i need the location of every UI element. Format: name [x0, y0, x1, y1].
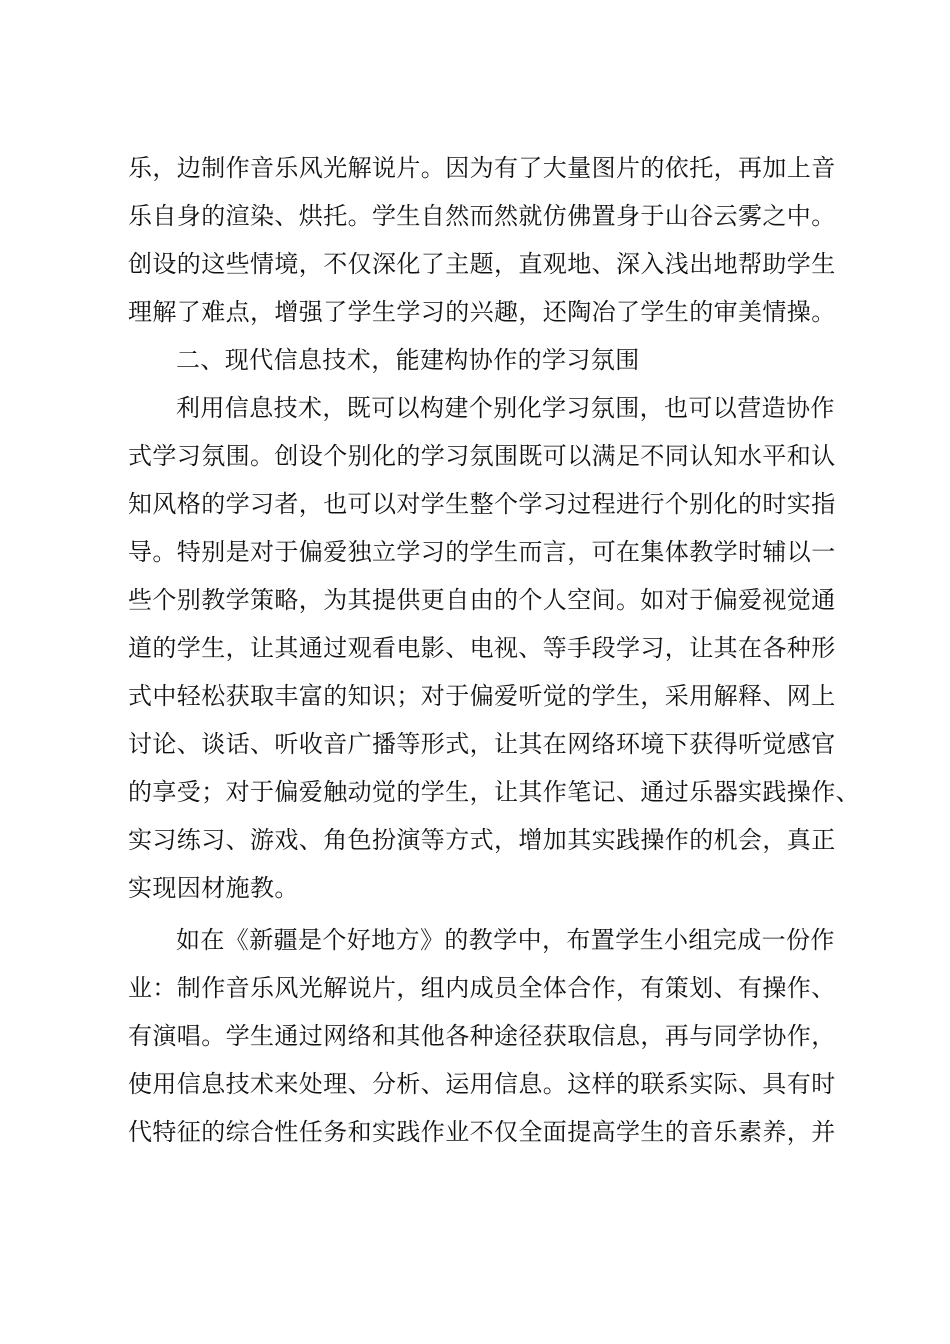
text-line: 实习练习、游戏、角色扮演等方式，增加其实践操作的机会，真正: [128, 826, 836, 854]
text-line: 业：制作音乐风光解说片，组内成员全体合作，有策划、有操作、: [128, 974, 836, 1002]
text-line: 有演唱。学生通过网络和其他各种途径获取信息，再与同学协作，: [128, 1022, 836, 1050]
text-line: 理解了难点，增强了学生学习的兴趣，还陶冶了学生的审美情操。: [128, 298, 836, 326]
text-line: 些个别教学策略，为其提供更自由的个人空间。如对于偏爱视觉通: [128, 586, 836, 614]
text-line: 式中轻松获取丰富的知识；对于偏爱听觉的学生，采用解释、网上: [128, 682, 836, 710]
text-line: 乐，边制作音乐风光解说片。因为有了大量图片的依托，再加上音: [128, 154, 836, 182]
section-heading: 二、现代信息技术，能建构协作的学习氛围: [176, 346, 640, 374]
text-line: 的享受；对于偏爱触动觉的学生，让其作笔记、通过乐器实践操作、: [128, 778, 860, 806]
text-line: 道的学生，让其通过观看电影、电视、等手段学习，让其在各种形: [128, 634, 836, 662]
text-line: 如在《新疆是个好地方》的教学中，布置学生小组完成一份作: [176, 926, 835, 954]
text-line: 实现因材施教。: [128, 874, 299, 902]
text-line: 式学习氛围。创设个别化的学习氛围既可以满足不同认知水平和认: [128, 442, 836, 470]
text-line: 利用信息技术，既可以构建个别化学习氛围，也可以营造协作: [176, 394, 835, 422]
text-line: 创设的这些情境，不仅深化了主题，直观地、深入浅出地帮助学生: [128, 250, 836, 278]
text-line: 导。特别是对于偏爱独立学习的学生而言，可在集体教学时辅以一: [128, 538, 836, 566]
text-line: 知风格的学习者，也可以对学生整个学习过程进行个别化的时实指: [128, 490, 836, 518]
body-text: [128, 144, 860, 1156]
text-line: 乐自身的渲染、烘托。学生自然而然就仿佛置身于山谷云雾之中。: [128, 202, 836, 230]
text-line: 代特征的综合性任务和实践作业不仅全面提高学生的音乐素养，并: [128, 1118, 836, 1146]
text-line: 讨论、谈话、听收音广播等形式，让其在网络环境下获得听觉感官: [128, 730, 836, 758]
text-line: 使用信息技术来处理、分析、运用信息。这样的联系实际、具有时: [128, 1070, 836, 1098]
